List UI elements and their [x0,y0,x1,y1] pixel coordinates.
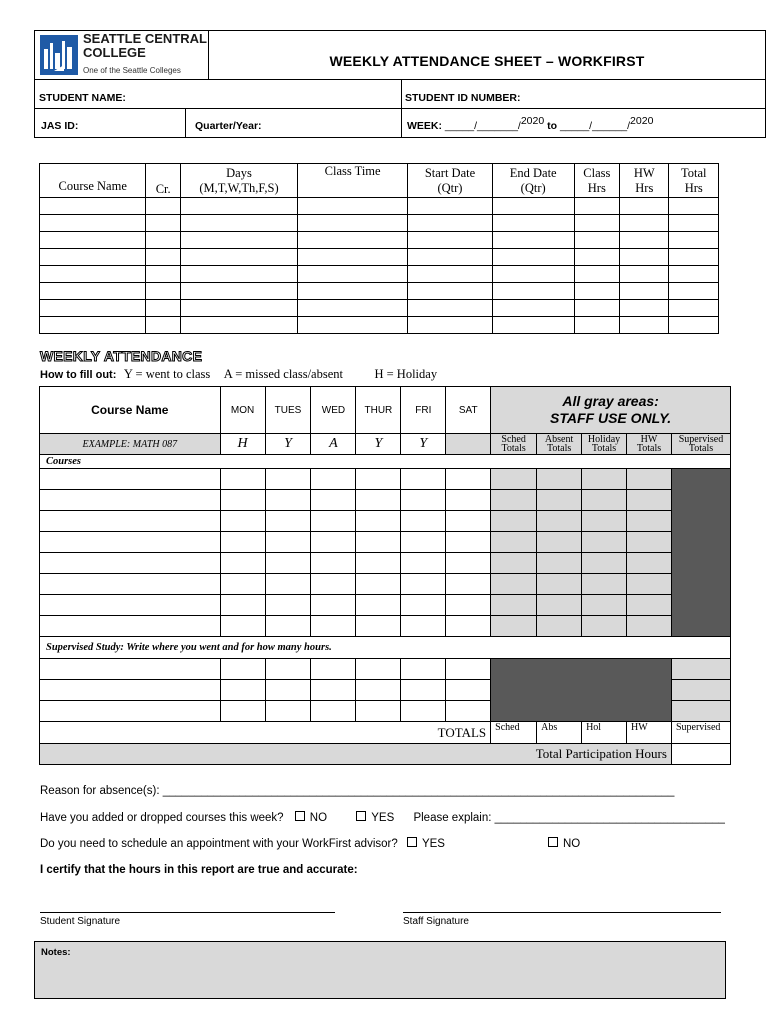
course-info-table [39,163,719,334]
week-start-blank: _____/_______/ [444,120,521,132]
course-attendance-row[interactable] [40,553,731,574]
col-sat: SAT [446,387,491,434]
course-attendance-row[interactable] [40,574,731,595]
example-label: EXAMPLE: MATH 087 [40,434,221,455]
course-row[interactable] [40,283,719,300]
col-fri: FRI [401,387,446,434]
col-days: Days (M,T,W,Th,F,S) [180,164,297,198]
college-name-line1: SEATTLE CENTRAL [83,31,207,46]
course-row[interactable] [40,300,719,317]
col-hw-hrs: HW Hrs [620,164,669,198]
example-mark [446,434,491,455]
course-attendance-row[interactable] [40,469,731,490]
form-header [34,30,766,138]
absent-totals-label: Absent Totals [537,434,582,455]
notes-box[interactable] [34,941,726,999]
holiday-totals-label: Holiday Totals [582,434,627,455]
example-row [40,434,731,455]
totals-row [40,722,731,744]
supervised-totals-label: Supervised Totals [671,434,730,455]
course-row[interactable] [40,266,719,283]
totals-hw: HW [627,722,672,744]
col-tues: TUES [265,387,311,434]
staff-signature-line[interactable] [403,912,721,913]
sched-totals-label: Sched Totals [491,434,537,455]
totals-abs: Abs [537,722,582,744]
totals-supervised: Supervised [671,722,730,744]
added-dropped-question [40,811,725,824]
total-participation-label: Total Participation Hours [40,744,672,765]
legend-y: Y = went to class [123,367,211,381]
no-checkbox[interactable]: NO [293,812,327,824]
jas-id-label: JAS ID: [41,120,79,132]
week-field[interactable] [407,115,654,132]
col-total-hrs: Total Hrs [669,164,719,198]
total-participation-value[interactable] [671,744,730,765]
reason-label: Reason for absence(s): [40,785,160,797]
example-mark: Y [401,434,446,455]
supervised-study-label: Supervised Study: Write where you went and for how many hours. [40,637,731,659]
course-row[interactable] [40,215,719,232]
added-dropped-label: Have you added or dropped courses this week? [40,812,284,824]
appt-yes-checkbox[interactable]: YES [405,838,445,850]
student-signature-label: Student Signature [40,916,121,927]
col-end-date: End Date (Qtr) [492,164,574,198]
course-attendance-row[interactable] [40,532,731,553]
course-attendance-row[interactable] [40,490,731,511]
example-mark: A [311,434,356,455]
staff-use-note: All gray areas: STAFF USE ONLY. [491,387,731,434]
notes-label: Notes: [41,947,71,958]
course-row[interactable] [40,249,719,266]
student-signature-line[interactable] [40,912,335,913]
explain-label: Please explain: [413,812,492,824]
week-end-blank: _____/______/ [559,120,631,132]
course-attendance-row[interactable] [40,511,731,532]
checkbox-icon [407,837,417,847]
student-id-label: STUDENT ID NUMBER: [405,92,521,104]
appointment-question [40,837,445,850]
certify-statement: I certify that the hours in this report are true and accurate: [40,864,358,876]
example-mark: H [220,434,265,455]
page-title: WEEKLY ATTENDANCE SHEET – WORKFIRST [209,31,765,80]
explain-line[interactable]: ____________________________________ [494,812,725,824]
col-start-date: Start Date (Qtr) [408,164,493,198]
col-credits: Cr. [146,164,181,198]
legend-h: H = Holiday [374,367,438,381]
reason-field[interactable] [40,785,674,797]
checkbox-icon [548,837,558,847]
college-tagline: One of the Seattle Colleges [83,66,181,75]
col-course-name: Course Name [40,387,221,434]
col-class-hrs: Class Hrs [574,164,620,198]
totals-hol: Hol [582,722,627,744]
course-attendance-row[interactable] [40,595,731,616]
reason-line: ________________________________________________________________________________ [162,785,675,797]
checkbox-icon [295,811,305,821]
college-logo [35,31,209,80]
courses-section-label: Courses [40,455,731,469]
course-row[interactable] [40,198,719,215]
to-label: to [547,120,558,132]
fill-out-legend [40,367,437,382]
hw-totals-label: HW Totals [627,434,672,455]
attendance-table [39,386,731,765]
course-row[interactable] [40,232,719,249]
totals-sched: Sched [491,722,537,744]
col-mon: MON [220,387,265,434]
col-course-name: Course Name [40,164,146,198]
weekly-attendance-heading: WEEKLY ATTENDANCE [40,348,203,364]
quarter-year-label: Quarter/Year: [195,120,262,132]
supervised-row[interactable] [40,659,731,680]
how-to-label: How to fill out: [40,369,117,381]
appointment-label: Do you need to schedule an appointment with your WorkFirst advisor? [40,838,398,850]
example-mark: Y [265,434,311,455]
staff-signature-label: Staff Signature [403,916,469,927]
col-thur: THUR [356,387,401,434]
example-mark: Y [356,434,401,455]
col-class-time: Class Time [298,164,408,198]
checkbox-icon [356,811,366,821]
totals-label: TOTALS [40,722,491,744]
skyline-icon [40,35,78,75]
yes-checkbox[interactable]: YES [354,812,394,824]
appt-no-checkbox[interactable]: NO [546,837,580,850]
student-name-label: STUDENT NAME: [39,92,126,104]
course-attendance-row[interactable] [40,616,731,637]
college-name-line2: COLLEGE [83,45,146,60]
col-wed: WED [311,387,356,434]
week-start-year: 2020 [520,115,545,127]
week-end-year: 2020 [630,115,654,127]
course-row[interactable] [40,317,719,334]
legend-a: A = missed class/absent [223,367,343,381]
week-label: WEEK: [407,120,442,132]
